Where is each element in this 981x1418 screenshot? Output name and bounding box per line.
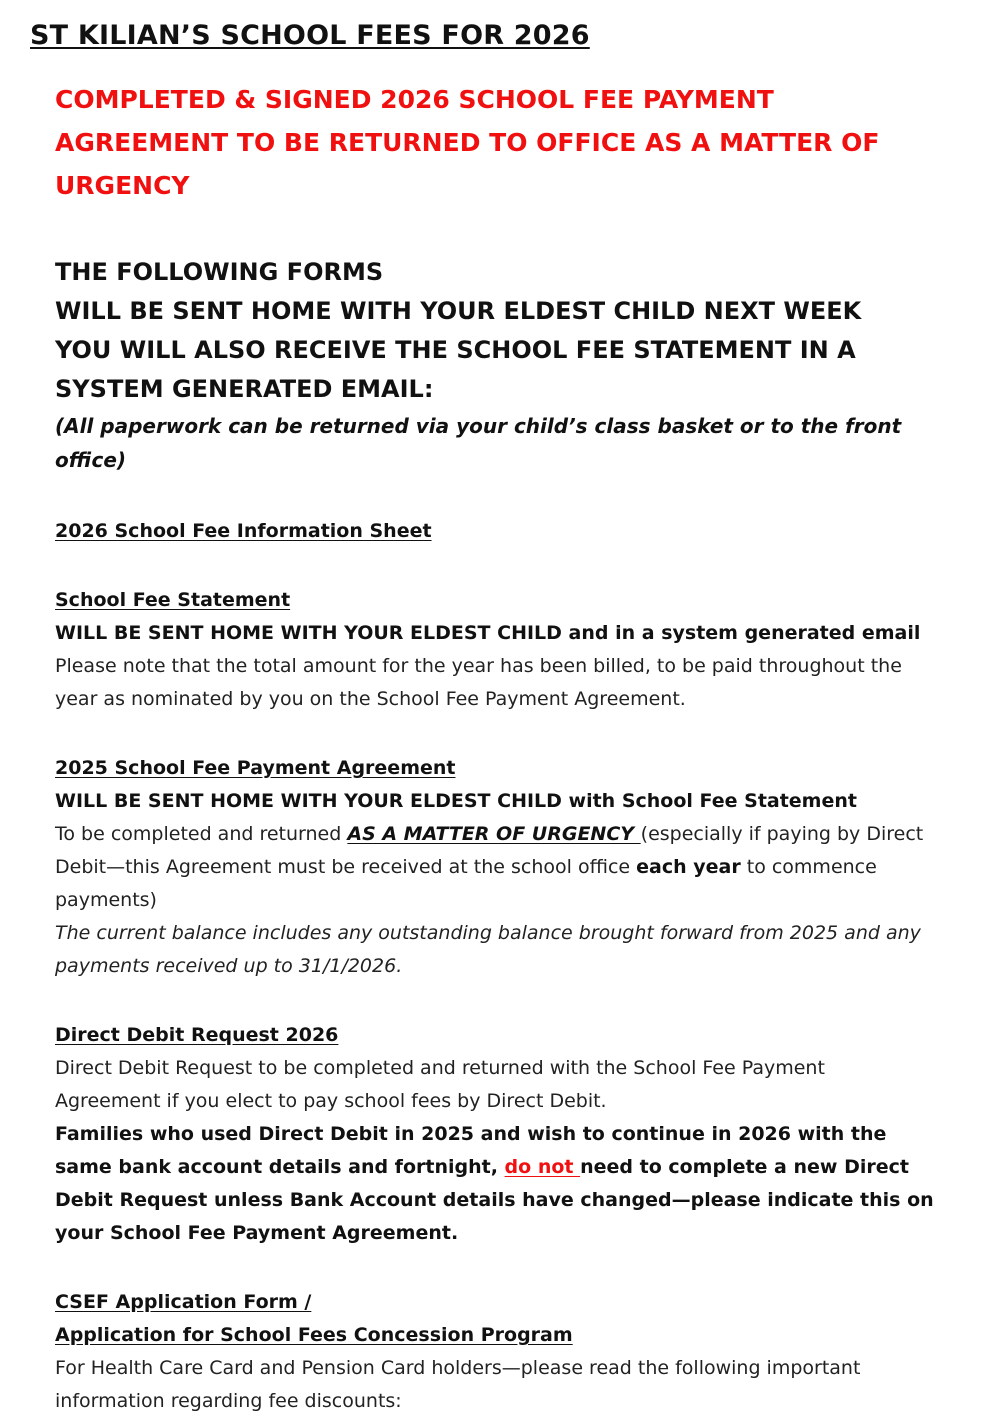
- agreement-body-pre: To be completed and returned: [55, 823, 348, 845]
- paperwork-note: (All paperwork can be returned via your child’s class basket or to the front office): [55, 414, 902, 472]
- forms-heading-line-2: WILL BE SENT HOME WITH YOUR ELDEST CHILD NEXT WEEK: [55, 297, 862, 325]
- document-title: ST KILIAN’S SCHOOL FEES FOR 2026: [30, 20, 590, 51]
- forms-heading-line-3: YOU WILL ALSO RECEIVE THE SCHOOL FEE STATEMENT IN A SYSTEM GENERATED EMAIL:: [55, 336, 856, 403]
- statement-bold-line: WILL BE SENT HOME WITH YOUR ELDEST CHILD and in a system generated email: [55, 622, 921, 644]
- agreement-body: [55, 818, 935, 917]
- forms-heading-line-1: THE FOLLOWING FORMS: [55, 258, 384, 286]
- statement-body: Please note that the total amount for the year has been billed, to be paid throughout the year as nominated by you on the School Fee Payment Agreement.: [55, 655, 902, 710]
- section-title-csef-1: CSEF Application Form /: [55, 1291, 312, 1313]
- section-title-csef-2: Application for School Fees Concession Program: [55, 1324, 573, 1346]
- urgent-notice: COMPLETED & SIGNED 2026 SCHOOL FEE PAYMENT AGREEMENT TO BE RETURNED TO OFFICE AS A MATTER OF URGENCY: [55, 85, 880, 200]
- section-info-sheet: [55, 515, 935, 548]
- agreement-body-mid: (especially if paying by Direct Debit—this Agreement must be received at the school office: [55, 823, 924, 878]
- section-statement: [55, 584, 935, 716]
- section-title-agreement: 2025 School Fee Payment Agreement: [55, 757, 456, 779]
- section-title-statement: School Fee Statement: [55, 589, 291, 611]
- section-direct-debit: [55, 1019, 935, 1250]
- section-title-direct-debit: Direct Debit Request 2026: [55, 1024, 339, 1046]
- direct-debit-body: Direct Debit Request to be completed and returned with the School Fee Payment Agreement if you elect to pay school fees by Direct Debit.: [55, 1057, 825, 1112]
- agreement-body-bold: each year: [636, 856, 741, 878]
- direct-debit-bold-paragraph: [55, 1118, 935, 1250]
- direct-debit-do-not: do not: [504, 1156, 581, 1178]
- csef-body: For Health Care Card and Pension Card holders—please read the following important information regarding fee discounts:: [55, 1357, 861, 1412]
- section-agreement: [55, 752, 935, 983]
- agreement-body-emphasis: AS A MATTER OF URGENCY: [347, 823, 641, 845]
- agreement-body-post: to commence payments): [55, 856, 877, 911]
- agreement-italic-note: The current balance includes any outstanding balance brought forward from 2025 and any payments received up to 31/1/2026.: [55, 922, 921, 977]
- agreement-bold-line: WILL BE SENT HOME WITH YOUR ELDEST CHILD with School Fee Statement: [55, 790, 857, 812]
- document-content: [55, 78, 935, 1418]
- forms-heading: [55, 253, 935, 409]
- section-csef: [55, 1286, 935, 1418]
- direct-debit-bold-pre: Families who used Direct Debit in 2025 and wish to continue in 2026 with the same bank account details and fortnight,: [55, 1123, 887, 1178]
- direct-debit-bold-post: need to complete a new Direct Debit Request unless Bank Account details have changed—please indicate this on your School Fee Payment Agreement.: [55, 1156, 934, 1244]
- section-title-info-sheet: 2026 School Fee Information Sheet: [55, 520, 432, 542]
